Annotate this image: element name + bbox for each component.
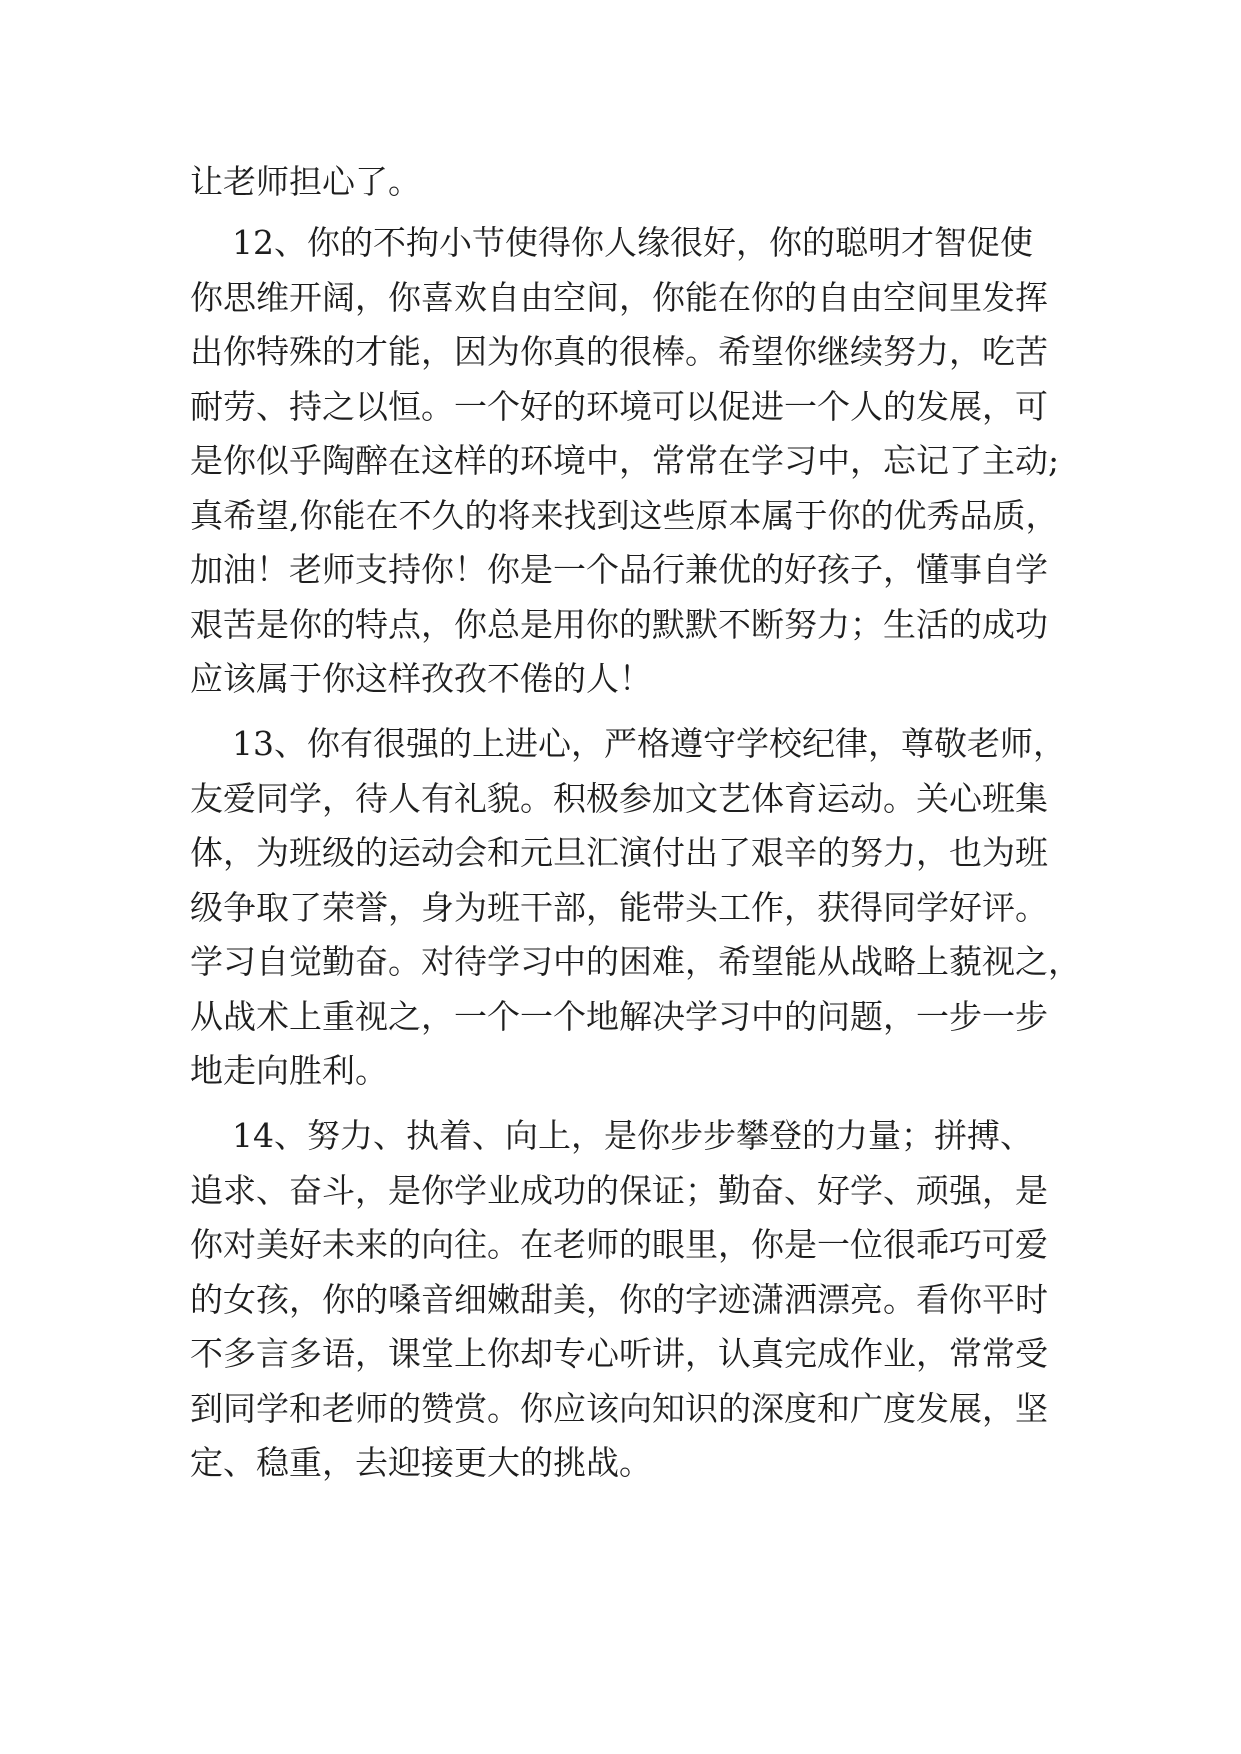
text-line: 体，为班级的运动会和元旦汇演付出了艰辛的努力，也为班	[190, 833, 1048, 872]
text-line: 你思维开阔，你喜欢自由空间，你能在你的自由空间里发挥	[190, 277, 1048, 317]
text-line: 耐劳、持之以恒。一个好的环境可以促进一个人的发展，可	[190, 386, 1048, 426]
document-body	[190, 155, 1081, 1491]
text-line: 13、你有很强的上进心，严格遵守学校纪律，尊敬老师，	[232, 724, 1066, 763]
text-line: 地走向胜利。	[190, 1051, 388, 1090]
text-line: 真希望,你能在不久的将来找到这些原本属于你的优秀品质，	[190, 495, 1059, 535]
paragraph-12	[190, 216, 1070, 707]
text-line: 不多言多语，课堂上你却专心听讲，认真完成作业，常常受	[190, 1334, 1048, 1373]
text-line: 从战术上重视之，一个一个地解决学习中的问题，一步一步	[190, 996, 1048, 1036]
text-line: 出你特殊的才能，因为你真的很棒。希望你继续努力，吃苦	[190, 332, 1048, 371]
text-line: 加油！老师支持你！你是一个品行兼优的好孩子，懂事自学	[190, 550, 1048, 589]
paragraph-continuation	[190, 155, 1070, 210]
text-line: 追求、奋斗，是你学业成功的保证；勤奋、好学、顽强，是	[190, 1170, 1048, 1210]
text-line: 12、你的不拘小节使得你人缘很好，你的聪明才智促使	[232, 223, 1033, 262]
text-line: 让老师担心了。	[190, 162, 421, 201]
text-line: 14、努力、执着、向上，是你步步攀登的力量；拼搏、	[232, 1116, 1033, 1155]
text-line: 的女孩，你的嗓音细嫩甜美，你的字迹潇洒漂亮。看你平时	[190, 1279, 1048, 1319]
text-line: 级争取了荣誉，身为班干部，能带头工作，获得同学好评。	[190, 887, 1048, 927]
text-line: 应该属于你这样孜孜不倦的人！	[190, 659, 652, 698]
paragraph-13	[190, 717, 1081, 1099]
text-line: 到同学和老师的赞赏。你应该向知识的深度和广度发展，坚	[190, 1388, 1048, 1428]
text-line: 定、稳重，去迎接更大的挑战。	[190, 1443, 652, 1482]
text-line: 友爱同学，待人有礼貌。积极参加文艺体育运动。关心班集	[190, 778, 1048, 818]
text-line: 是你似乎陶醉在这样的环境中，常常在学习中，忘记了主动;	[190, 441, 1060, 480]
text-line: 艰苦是你的特点，你总是用你的默默不断努力；生活的成功	[190, 604, 1048, 644]
text-line: 学习自觉勤奋。对待学习中的困难，希望能从战略上藐视之，	[190, 942, 1081, 981]
paragraph-14	[190, 1109, 1070, 1491]
text-line: 你对美好未来的向往。在老师的眼里，你是一位很乖巧可爱	[190, 1225, 1048, 1264]
